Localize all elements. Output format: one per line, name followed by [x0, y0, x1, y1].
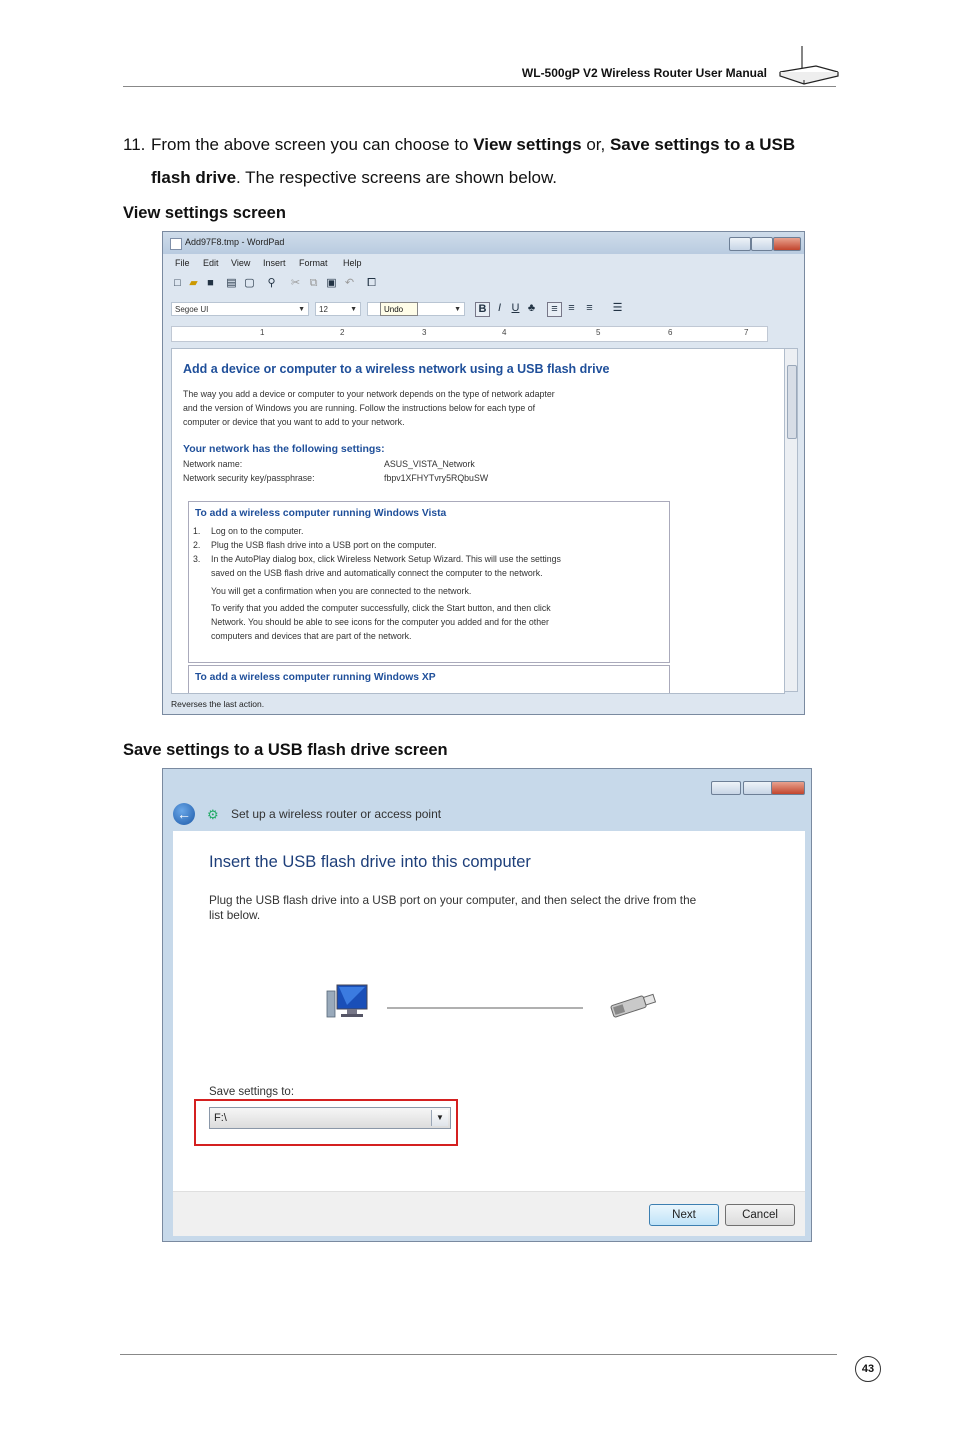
close-button[interactable] — [773, 237, 801, 251]
doc-intro-3: computer or device that you want to add to your network. — [183, 417, 405, 427]
network-name-value: ASUS_VISTA_Network — [384, 459, 475, 469]
step-3-num: 3. — [193, 554, 201, 564]
size-value: 12 — [319, 305, 328, 314]
usb-drive-icon — [605, 989, 661, 1019]
status-text: Reverses the last action. — [171, 699, 265, 709]
vista-heading: To add a wireless computer running Windows Vista — [195, 508, 447, 519]
confirm-text: You will get a confirmation when you are connected to the network. — [211, 586, 472, 596]
undo-icon[interactable]: ↶ — [344, 277, 355, 289]
size-combo[interactable] — [315, 302, 361, 316]
bold-icon[interactable]: B — [475, 302, 490, 317]
menu-format[interactable]: Format — [299, 258, 328, 268]
maximize-button[interactable] — [751, 237, 773, 251]
undo-tooltip: Undo — [380, 302, 418, 316]
status-bar — [163, 696, 804, 714]
doc-intro-1: The way you add a device or computer to your network depends on the type of network adapter — [183, 389, 555, 399]
align-right-icon[interactable]: ≡ — [586, 302, 593, 314]
text-b: or, — [581, 135, 610, 154]
copy-icon[interactable]: ⧉ — [309, 277, 318, 289]
align-left-icon[interactable]: ≡ — [547, 302, 562, 317]
network-key-value: fbpv1XFHYTvry5RQbuSW — [384, 473, 489, 483]
ruler-mark-3: 3 — [422, 328, 427, 337]
router-icon — [776, 44, 842, 88]
wordpad-menubar — [163, 255, 804, 271]
bold-save-settings: Save settings to a USB — [609, 135, 796, 154]
script-dropdown-icon: ▼ — [454, 306, 461, 313]
wordpad-format-bar — [171, 300, 805, 320]
paragraph-line-2 — [123, 161, 823, 194]
wizard-window-title: Set up a wireless router or access point — [231, 807, 442, 821]
italic-icon[interactable]: I — [497, 302, 502, 314]
wizard-heading: Insert the USB flash drive into this computer — [209, 853, 531, 871]
font-combo[interactable] — [171, 302, 309, 316]
document-area[interactable] — [171, 348, 785, 694]
xp-instructions-box — [188, 665, 670, 694]
wizard-footer — [173, 1191, 805, 1236]
doc-heading: Add a device or computer to a wireless network using a USB flash drive — [183, 362, 610, 376]
find-icon[interactable]: ⚲ — [267, 277, 276, 289]
doc-intro-2: and the version of Windows you are running. Follow the instructions below for each type of — [183, 403, 536, 413]
menu-file[interactable]: File — [175, 258, 190, 268]
print-icon[interactable]: ▤ — [226, 277, 237, 289]
wordpad-app-icon — [170, 238, 182, 250]
save-icon[interactable]: ■ — [207, 277, 214, 289]
wizard-maximize-button[interactable] — [743, 781, 773, 795]
xp-heading: To add a wireless computer running Windows XP — [195, 672, 436, 683]
wordpad-screenshot — [162, 231, 805, 715]
manual-title: WL-500gP V2 Wireless Router User Manual — [521, 66, 767, 80]
ruler[interactable] — [171, 326, 768, 342]
step-number: 11. — [123, 135, 146, 154]
font-dropdown-icon: ▼ — [298, 306, 305, 313]
menu-insert[interactable]: Insert — [263, 258, 286, 268]
wordpad-title: Add97F8.tmp - WordPad — [185, 237, 285, 247]
back-arrow-icon[interactable]: ← — [173, 803, 195, 825]
wizard-description: Plug the USB flash drive into a USB port on your computer, and then select the drive from the list below. — [209, 893, 697, 922]
network-icon: ⚙ — [207, 807, 219, 822]
minimize-button[interactable] — [729, 237, 751, 251]
step-2: Plug the USB flash drive into a USB port on the computer. — [211, 540, 437, 550]
doc-settings-heading: Your network has the following settings: — [183, 443, 385, 455]
verify-1: To verify that you added the computer successfully, click the Start button, and then click — [211, 603, 551, 613]
size-dropdown-icon: ▼ — [350, 306, 357, 313]
drive-value: F:\ — [214, 1112, 227, 1124]
step-3b: saved on the USB flash drive and automatically connect the computer to the network. — [211, 568, 543, 578]
page-number: 43 — [855, 1356, 881, 1382]
bold-view-settings: View settings — [473, 135, 582, 154]
computer-icon — [323, 983, 371, 1023]
menu-edit[interactable]: Edit — [203, 258, 219, 268]
text-a: From the above screen you can choose to — [151, 135, 474, 154]
wizard-close-button[interactable] — [771, 781, 805, 795]
verify-2: Network. You should be able to see icons for the computer you added and for the other — [211, 617, 549, 627]
paste-icon[interactable]: ▣ — [326, 277, 337, 289]
ruler-mark-4: 4 — [502, 328, 507, 337]
caption-save-settings: Save settings to a USB flash drive screen — [123, 741, 448, 759]
connection-line — [387, 1007, 583, 1009]
ruler-mark-2: 2 — [340, 328, 345, 337]
bullets-icon[interactable]: ☰ — [612, 302, 623, 314]
menu-help[interactable]: Help — [343, 258, 362, 268]
chevron-down-icon[interactable]: ▼ — [431, 1110, 448, 1126]
vista-instructions-box — [188, 501, 670, 663]
cancel-button[interactable]: Cancel — [725, 1204, 795, 1226]
wordpad-toolbar — [171, 275, 591, 295]
network-key-label: Network security key/passphrase: — [183, 473, 315, 483]
menu-view[interactable]: View — [231, 258, 251, 268]
instruction-paragraph — [123, 128, 823, 194]
font-value: Segoe UI — [175, 305, 209, 314]
highlight-box — [194, 1099, 458, 1146]
vertical-scrollbar[interactable] — [784, 348, 798, 692]
ruler-mark-1: 1 — [260, 328, 265, 337]
text-c: . The respective screens are shown below. — [236, 168, 558, 187]
caption-view-settings: View settings screen — [123, 204, 286, 222]
save-settings-label: Save settings to: — [209, 1086, 295, 1098]
new-icon[interactable]: □ — [174, 277, 181, 289]
step-1-num: 1. — [193, 526, 201, 536]
insert-object-icon[interactable]: ⧠ — [367, 277, 376, 289]
header-rule — [123, 86, 836, 87]
step-1: Log on to the computer. — [211, 526, 304, 536]
wordpad-titlebar — [163, 232, 804, 254]
print-preview-icon[interactable]: ▢ — [244, 277, 255, 289]
verify-3: computers and devices that are part of the network. — [211, 631, 412, 641]
step-2-num: 2. — [193, 540, 201, 550]
wizard-screenshot — [162, 768, 812, 1242]
ruler-mark-6: 6 — [668, 328, 673, 337]
open-icon[interactable]: ▰ — [189, 277, 198, 289]
step-3a: In the AutoPlay dialog box, click Wireless Network Setup Wizard. This will use the settings — [211, 554, 561, 564]
scrollbar-thumb[interactable] — [787, 365, 797, 439]
cut-icon[interactable]: ✂ — [290, 277, 301, 289]
footer-rule — [120, 1354, 837, 1355]
bold-flash-drive: flash drive — [151, 168, 237, 187]
network-name-label: Network name: — [183, 459, 243, 469]
wizard-minimize-button[interactable] — [711, 781, 741, 795]
color-icon[interactable]: ♣ — [527, 302, 536, 314]
align-center-icon[interactable]: ≡ — [568, 302, 575, 314]
underline-icon[interactable]: U — [511, 302, 520, 314]
ruler-mark-7: 7 — [744, 328, 749, 337]
ruler-mark-5: 5 — [596, 328, 601, 337]
next-button[interactable]: Next — [649, 1204, 719, 1226]
